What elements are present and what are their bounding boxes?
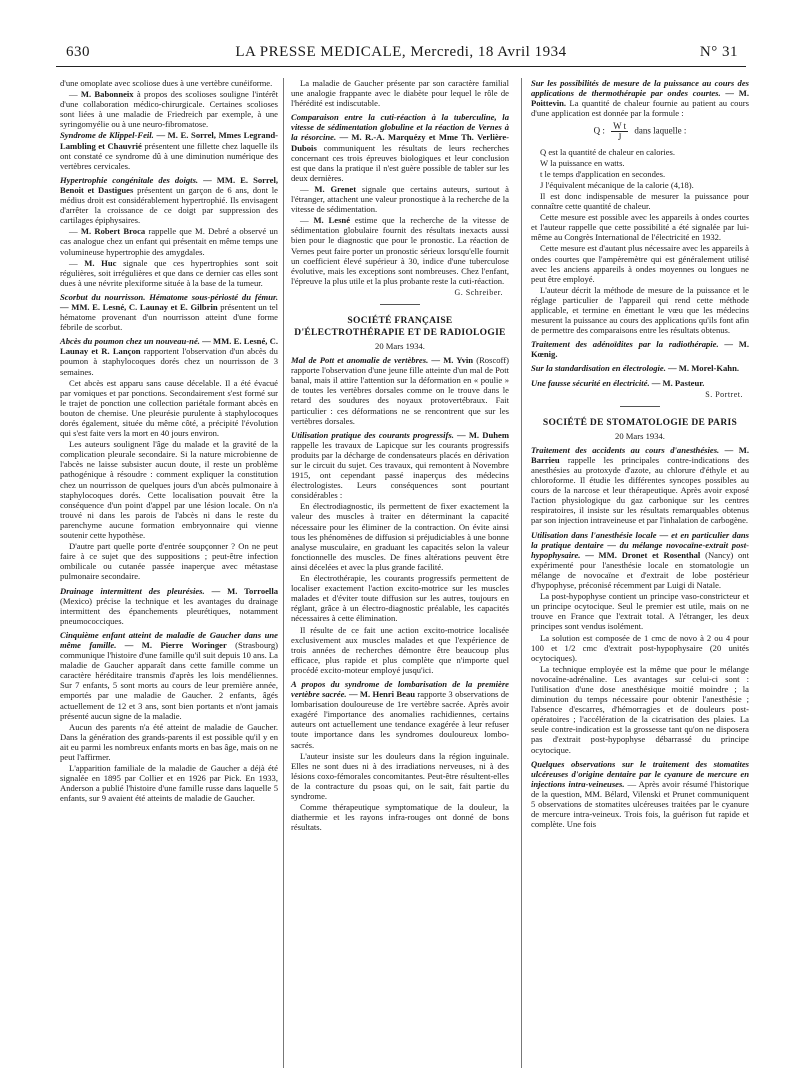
formula-denominator: J (617, 132, 622, 143)
article-title: Mal de Pott et anomalie de vertèbres. (291, 355, 429, 366)
column-2 (291, 78, 509, 833)
article-body: rapporte 3 observations de lombarisation douloureuse de 1re vertèbre sacrée. Après avoir exagéré l'importance des anomalies rachidiennes, certains auteurs ont actuellement une tendance exagérée à leur refuser toute importance dans les syndromes douloureux lombo-sacrés. (291, 689, 509, 750)
article-entry (531, 530, 749, 591)
paragraph: D'autre part quelle porte d'entrée soupçonner ? On ne peut faire à ce sujet que des suppositions ; peut-être infection ombilicale ou cutanée passée inaperçue avec métastase pulmonaire secondaire. (60, 541, 278, 582)
paragraph: Cette mesure est d'autant plus nécessaire avec les appareils à ondes courtes que l'ampèremètre qui est généralement utilisé avec les anciens appareils à ondes moyennes ou longues ne peut être employé. (531, 243, 749, 284)
paragraph: Les auteurs soulignent l'âge du malade et la gravité de la complication pleurale secondaire. Si la nature microbienne de l'abcès ne laisse subsister aucun doute, il reste un problème pathogénique à résoudre : comment expliquer la constitution chez un nourrisson de quelques jours d'un abcès pulmonaire à staphylocoques dorés. Cette localisation pouvait être la conséquence d'un point d'appel par une lésion locale. On n'a trouvé ni dans les parois de l'abcès ni dans le reste du parenchyme aucune formation embryonnaire qui vienne soutenir cette hypothèse. (60, 439, 278, 541)
author-names: — MM. Dronet et Rosenthal (580, 549, 701, 560)
paragraph: L'auteur insiste sur les douleurs dans la région inguinale. Elles ne sont dues ni à des irradiations nerveuses, ni à des lésions coxo-fémorales concomitantes. Peut-être résultent-elles de la contracture du psoas qui, on le sait, fait partie du syndrome. (291, 750, 509, 801)
article-entry (291, 679, 509, 750)
article-body: (Roscoff) rapporte l'observation d'une jeune fille atteinte d'un mal de Pott banal, mais il attire l'attention sur la déformation en « poulie » de toutes les vertèbres dorsales comme on le trouve dans le retard des soudures des noyaux protovertébraux. Fait particulier : ces déformations ne se rencontrent que sur les vertèbres dorsales. (291, 355, 509, 426)
publication-title: LA PRESSE MEDICALE, Mercredi, 18 Avril 1934 (235, 44, 567, 60)
paragraph: La solution est composée de 1 cmc de novo à 2 ou 4 pour 100 et 1/2 cmc d'extrait post-hypophysaire (20 unités ocytociques). (531, 632, 749, 663)
article-title: Sur les possibilités de mesure de la puissance au cours des applications de thermothérapie par ondes courtes. (531, 78, 749, 99)
issue-number: N° 31 (699, 44, 738, 60)
article-body: rapportent l'observation d'un abcès du poumon à staphylocoques dorés chez un nourrisson de 3 semaines. (60, 346, 278, 377)
formula-numerator: W t (613, 121, 627, 132)
section-separator (380, 304, 420, 305)
paragraph-text: estime que la recherche de la vitesse de sédimentation globulaire fournit des résultats inexacts aussi bien pour le diagnostic que pour le pronostic. La réaction de Vernes peut faire porter un pronostic sérieux lorsqu'elle fournit un coefficient élevé supérieur à 30, indice d'une tuberculose évolutive, mais les exceptions sont nombreuses. Chez l'enfant, l'épreuve la plus utile et la plus probante reste la cuti-réaction. (291, 215, 509, 286)
article-entry (291, 112, 509, 183)
paragraph: En électrodiagnostic, ils permettent de fixer exactement la valeur des muscles à traiter en déterminant la capacité nécessaire pour les éliminer de la contraction. On évite ainsi tous les phénomènes de diffusion si préjudiciables à une bonne analyse musculaire, en graduant les capacités selon la valeur fonctionnelle des muscles. De fines altérations peuvent être ainsi décelées et avec la plus grande facilité. (291, 501, 509, 572)
paragraph: Aucun des parents n'a été atteint de maladie de Gaucher. Dans la génération des grands-parents il est possible qu'il y en ait eu parmi les nombreux enfants morts en bas âge, mais on ne peut l'affirmer. (60, 721, 278, 762)
paragraph: Comme thérapeutique symptomatique de la douleur, la diathermie et les rayons infra-rouges ont donné de bons résultats. (291, 802, 509, 833)
author-names: — M. Kœnig. (531, 339, 749, 360)
paragraph-text: signale que certains auteurs, surtout à l'étranger, attachent une valeur pronostique à la recherche de la vitesse de sédimentation. (291, 183, 509, 215)
author-names: — MM. E. Lesné, C. Launay et E. Gilbrin (60, 301, 218, 312)
author-names: — M. R.-A. Marquézy et Mme Th. Verlière-Dubois (291, 132, 509, 153)
definition: Q est la quantité de chaleur en calories. (540, 146, 676, 157)
formula-fraction (611, 121, 628, 142)
definition: t le temps d'application en secondes. (540, 168, 666, 179)
article-body: présentent un tel hématome provenant d'un nourrisson atteint d'une forme fébrile de scorbut. (60, 301, 278, 333)
article-entry (60, 336, 278, 376)
paragraph: La maladie de Gaucher présente par son caractère familial une analogie frappante avec le diabète pour lequel le rôle de l'hérédité est indiscutable. (291, 78, 509, 109)
paragraph: L'apparition familiale de la maladie de Gaucher a déjà été signalée en 1895 par Collier et en 1926 par Pick. En 1933, Anderson a publié l'histoire d'une famille russe dans laquelle 5 enfants, sur 9 avaient été atteints de maladie de Gaucher. (60, 763, 278, 804)
article-body: présentent une fillette chez laquelle ils ont constaté ce syndrome dû à une diminution numérique des vertèbres cervicales. (60, 140, 278, 171)
author-names: — M. Yvin (428, 355, 474, 366)
paragraph: En électrothérapie, les courants progressifs permettent de localiser exactement l'action excito-motrice sur les muscles malades et d'éviter toute diffusion sur les autres, toujours en réglant, grâce à un électro-diagnostic préalable, les capacités nécessaires à cette élimination. (291, 573, 509, 624)
author-names: — M. Pasteur. (649, 377, 705, 388)
article-entry (60, 630, 278, 721)
author-names: — M. Torroella (204, 585, 279, 596)
article-body: (Strasbourg) communique l'histoire d'une famille qu'il suit depuis 10 ans. La maladie de Gaucher apparaît dans cette famille comme un caractère héréditaire transmis d'après les lois mendéliennes. Sur 7 enfants, 5 sont morts au cours de leur première année, emportés par une maladie de Gaucher. 2 enfants, âgés actuellement de 12 et 3 ans, sont bien portants et n'ont jamais présenté aucun signe de la maladie. (60, 639, 278, 721)
paragraph: — M. Huc signale que ces hypertrophies sont soit régulières, soit irrégulières et que dans ce dernier cas elles sont dues à une névrite plexiforme située à la base de la tumeur. (60, 257, 279, 288)
article-entry (531, 363, 749, 373)
author-names: — MM. E. Sorrel, Benoit et Dastigues (60, 174, 278, 195)
article-entry (531, 78, 749, 118)
definition: W la puissance en watts. (540, 157, 625, 168)
article-title: Traitement des accidents au cours d'anesthésies. (531, 444, 720, 455)
article-entry (60, 175, 278, 225)
column-rule (521, 78, 522, 1068)
paragraph: La post-hypophyse contient un principe vaso-constricteur et un principe ocytocique. Seul le premier est utile, mais on ne trouve en France que l'extrait total. A l'étranger, les deux principes sont vendus isolément. (531, 591, 749, 632)
article-body: rappelle les principales contre-indications des anesthésies au protoxyde d'azote, au chlorure d'éthyle et au chloroforme. Il étudie les différentes syncopes possibles au cours de la narcose et leur thérapeutique. Après avoir exposé l'action physiologique du gaz carbonique sur les centres respiratoires, il insiste sur les résultats remarquables obtenus par son injection intraveineuse et par l'inhalation de carbogène. (531, 454, 749, 526)
article-title: Scorbut du nourrisson. Hématome sous-périosté du fémur. (60, 291, 278, 302)
author-name: M. Huc (84, 257, 117, 268)
article-body: — Après avoir résumé l'historique de la question, MM. Bélard, Vilenski et Prunet communiquent 5 observations de stomatites ulcéreuses traitées par le cyanure de mercure intra-veineux. Trois fois, la guérison fut rapide et complète. Une fois (531, 778, 749, 830)
author-name: M. Babonneix (80, 89, 134, 100)
article-title: Abcès du poumon chez un nouveau-né. (60, 336, 200, 347)
article-title: A propos du syndrome de lombarisation de la première vertèbre sacrée. (291, 678, 509, 700)
paragraph: Il résulte de ce fait une action excito-motrice localisée exclusivement aux muscles malades et que l'expérience de trois années de recherches démontre être beaucoup plus efficace, plus rapide et plus complète que n'importe quel procédé excito-moteur employé jusqu'ici. (291, 624, 509, 675)
section-separator (620, 406, 660, 407)
article-entry (60, 586, 278, 626)
signature: G. Schreiber. (454, 287, 503, 297)
author-names: — M. Morel-Kahn. (665, 363, 740, 374)
author-name: M. Robert Broca (80, 226, 146, 237)
paragraph-text: signale que ces hypertrophies sont soit régulières, soit irrégulières et que dans ce dernier cas elles sont dues à une névrite plexiforme située à la base de la tumeur. (60, 257, 279, 288)
article-entry (291, 430, 509, 501)
author-names: — M. Barrieu (531, 444, 749, 465)
article-title: Traitement des adénoïdites par la radiothérapie. (531, 339, 719, 350)
paragraph: Cette mesure est possible avec les appareils à ondes courtes et l'auteur rappelle que cette possibilité a été signalée par lui-même au Congrès International de l'électricité en 1932. (531, 212, 749, 243)
paragraph: — M. Babonneix à propos des scolioses souligne l'intérêt d'une collaboration médico-chirurgicale. Certaines scolioses sont liées à une maladie de Friedreich par exemple, à une syringomyélie ou à une neuro-fibromatose. (60, 89, 279, 130)
formula-tail: dans laquelle : (634, 126, 687, 137)
paragraph: — M. Lesné estime que la recherche de la vitesse de sédimentation globulaire fournit des résultats inexacts aussi bien pour le diagnostic que pour le pronostic. La réaction de Vernes peut faire porter un pronostic sérieux lorsqu'elle fournit un coefficient élevé supérieur à 30, indice d'une tuberculose évolutive, mais les exceptions sont nombreuses. Chez l'enfant, l'épreuve la plus utile et la plus probante reste la cuti-réaction. (291, 215, 509, 286)
author-names: — M. Poittevin. (531, 88, 750, 109)
article-body: La quantité de chaleur fournie au patient au cours d'une application est donnée par la formule : (531, 98, 749, 119)
article-entry (60, 292, 278, 332)
article-title: Syndrome de Klippel-Feil. (60, 130, 154, 141)
article-title: Utilisation pratique des courants progressifs. (291, 429, 454, 440)
paragraph: La technique employée est la même que pour le mélange novocaïne-adrénaline. Les avantages sur celui-ci sont : l'utilisation d'une dose anesthésique moitié moindre ; la diminution du temps nécessaire pour obtenir l'anesthésie ; l'absence d'escarres, d'hémorragies et de douleurs post-opératoires ; l'accélération de la cicatrisation des plaies. La seule contre-indication est la grossesse tant qu'on ne disposera pas d'extrait post-hypophyse débarrassé du principe ocytocique. (531, 663, 749, 755)
author-names: — M. E. Sorrel, Mmes Legrand-Lambling et Chauvrié (60, 130, 278, 151)
paragraph-text: rappelle que M. Debré a observé un cas analogue chez un enfant qui présentait en même temps une volumineuse hypertrophie des amygdales. (60, 226, 278, 257)
article-body: communiquent les résultats de leurs recherches concernant ces trois épreuves biologiques et leur conclusion est que dans la pratique il n'est guère possible de tabler sur les deux dernières. (291, 142, 509, 183)
article-title: Drainage intermittent des pleurésies. (60, 585, 205, 596)
article-entry (531, 759, 749, 830)
paragraph: d'une omoplate avec scoliose dues à une vertèbre cunéiforme. (60, 78, 273, 88)
paragraph: L'auteur décrit la méthode de mesure de la puissance et le réglage particulier de l'appareil qui rend cette méthode applicable, et termine en émettant le vœu que les médecins mesurent la puissance au cours des applications qu'ils font afin de permettre des comparaisons entre les résultats obtenus. (531, 284, 749, 336)
article-entry (291, 355, 509, 426)
author-name: M. Lesné (313, 215, 351, 226)
page-number: 630 (66, 44, 90, 60)
article-body: présentent un garçon de 6 ans, dont le médius droit est considérablement hypertrophié. Ils envisagent d'arrêter la croissance de ce doigt par suppression des cartilages épiphysaires. (60, 184, 278, 226)
column-1 (60, 78, 278, 804)
article-title: Sur la standardisation en électrologie. (531, 363, 666, 374)
article-title: Une fausse sécurité en électricité. (531, 377, 650, 388)
author-names: — M. Henri Beau (346, 689, 416, 700)
article-title: Comparaison entre la cuti-réaction à la tuberculine, la vitesse de sédimentation globuline et la réaction de Vernes à la résorcine. (291, 112, 509, 143)
paragraph: Il est donc indispensable de mesurer la puissance pour connaître cette quantité de chaleur. (531, 190, 749, 212)
author-names: — M. Pierre Woringer (116, 639, 227, 650)
article-entry (531, 339, 749, 359)
paragraph-text: à propos des scolioses souligne l'intérêt d'une collaboration médico-chirurgicale. Certaines scolioses sont liées à une maladie de Friedreich par exemple, à une syringomyélie ou à une neuro-fibromatose. (60, 89, 279, 130)
column-3 (531, 78, 749, 830)
section-date: 20 Mars 1934. (375, 340, 425, 351)
paragraph: Cet abcès est apparu sans cause décelable. Il a été évacué par vomiques et par ponctions. Secondairement s'est formé sur le trajet de ponction une collection pariétale formant abcès en bouton de chemise. Une pleurésie purulente à staphylocoques dorés également, située du même côté, a précipité l'évolution qui s'est faite vers la mort en 40 jours environ. (60, 377, 278, 439)
definition: J l'équivalent mécanique de la calorie (4,18). (540, 179, 694, 190)
page-header (56, 44, 746, 67)
author-names: — MM. E. Lesné, C. Launay et R. Lançon (60, 336, 279, 357)
article-title: Hypertrophie congénitale des doigts. (60, 174, 199, 185)
article-entry (531, 445, 749, 526)
author-names: — M. Duhem (453, 429, 509, 440)
section-heading: SOCIÉTÉ DE STOMATOLOGIE DE PARIS (542, 417, 738, 428)
column-rule (283, 78, 284, 1068)
formula (531, 121, 749, 142)
section-date: 20 Mars 1934. (615, 430, 665, 441)
article-body: (Mexico) précise la technique et les avantages du drainage intermittent des épanchements pleurétiques, notamment pneumococciques. (60, 595, 278, 626)
article-title: Utilisation dans l'anesthésie locale — et en particulier dans la pratique dentaire — du mélange novocaïne-extrait post-hypophysaire. (531, 529, 749, 560)
paragraph: — M. Grenet signale que certains auteurs, surtout à l'étranger, attachent une valeur pronostique à la recherche de la vitesse de sédimentation. (291, 183, 509, 215)
signature: S. Portret. (705, 389, 743, 399)
author-name: M. Grenet (314, 183, 357, 194)
section-heading: SOCIÉTÉ FRANÇAISE D'ÉLECTROTHÉRAPIE ET DE RADIOLOGIE (294, 315, 506, 338)
paragraph: — M. Robert Broca rappelle que M. Debré a observé un cas analogue chez un enfant qui présentait en même temps une volumineuse hypertrophie des amygdales. (60, 226, 278, 257)
article-body: rappelle les travaux de Lapicque sur les courants progressifs produits par la décharge de condensateurs placés en dérivation sur le circuit du sujet. Ces travaux, qui remontent à Novembre 1915, ont cependant passé inaperçus des médecins électrologistes. Leurs conséquences sont pourtant considérables : (291, 439, 509, 501)
article-title: Quelques observations sur le traitement des stomatites ulcéreuses d'origine dentaire par le cyanure de mercure en injections intra-veineuses. (531, 758, 749, 789)
article-title: Cinquième enfant atteint de maladie de Gaucher dans une même famille. (60, 629, 278, 650)
article-body: (Nancy) ont expérimenté pour l'anesthésie locale en stomatologie un mélange de novocaïne et d'extrait de lobe postérieur d'hypophyse, préconisé récemment par Luigi di Natale. (531, 549, 749, 591)
article-entry (531, 378, 749, 388)
article-entry (60, 130, 278, 170)
formula-lhs: Q : (593, 126, 605, 137)
